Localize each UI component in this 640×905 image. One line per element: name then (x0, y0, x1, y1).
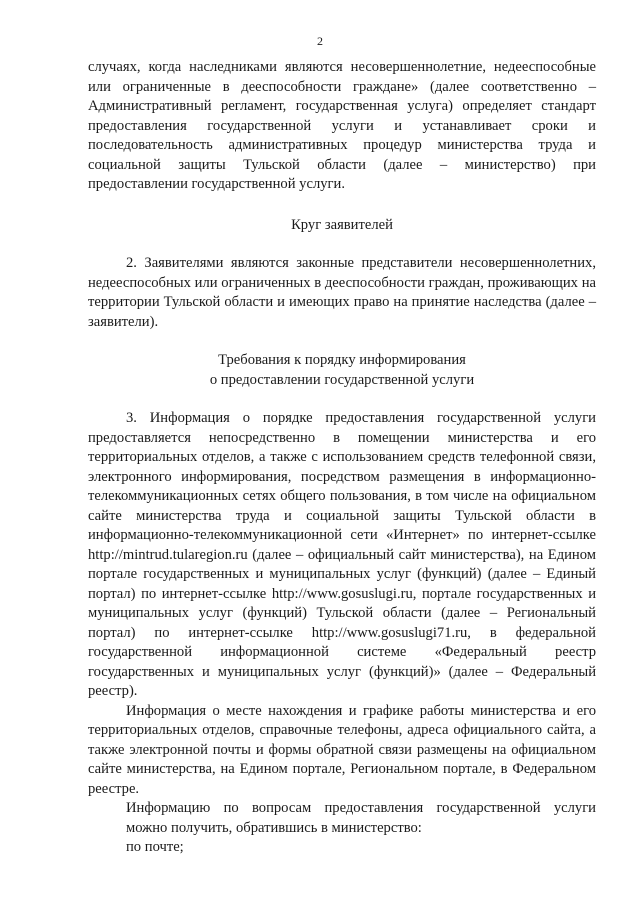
section-heading-informing (88, 351, 596, 390)
section-heading-informing-line-1: Требования к порядку информирования (218, 352, 466, 368)
page-number: 2 (317, 34, 323, 48)
section-heading-informing-line-2: о предоставлении государственной услуги (209, 371, 475, 388)
paragraph-regulation-scope: случаях, когда наследниками являются несовершеннолетние, недееспособные или ограниченные в дееспособности граждане» (далее соответственно – Административный регламент, государственная услуга) определяет стандарт предоставления государственной услуги и устанавливает сроки и последовательность административных процедур министерства труда и социальной защиты Тульской области (далее – министерство) при предоставлении государственной услуги. (88, 59, 596, 192)
paragraph-how-to-obtain-line-1: Информацию по вопросам предоставления государственной услуги (126, 800, 596, 816)
document-body (88, 58, 596, 858)
paragraph-information-channels: 3. Информация о порядке предоставления государственной услуги предоставляется непосредственно в помещении министерства и его территориальных отделов, а также с использованием средств телефонной связи, электронного информирования, посредством размещения в информационно-телекоммуникационных сетях общего пользования, в том числе на официальном сайте министерства труда и социальной защиты Тульской области в информационно-телекоммуникационной сети «Интернет» по интернет-ссылке http://mintrud.tularegion.ru (далее – официальный сайт министерства), на Едином портале государственных и муниципальных услуг (функций) (далее – Единый портал) по интернет-ссылке http://www.gosuslugi.ru, портале государственных и муниципальных услуг (функций) Тульской области (далее – Региональный портал) по интернет-ссылке http://www.gosuslugi71.ru, в федеральной государственной информационной системе «Федеральный реестр государственных и муниципальных услуг (функций)» (далее – Федеральный реестр). (88, 410, 596, 699)
section-heading-applicants: Круг заявителей (291, 216, 393, 233)
paragraph-location-schedule: Информация о месте нахождения и графике работы министерства и его территориальных отделов, справочные телефоны, адреса официального сайта, а также электронной почты и формы обратной связи размещены на официальном сайте министерства, на Едином портале, Региональном портале, в Федеральном реестре. (88, 702, 596, 797)
paragraph-applicants: 2. Заявителями являются законные представители несовершеннолетних, недееспособных или ограниченных в дееспособности граждан, проживающих на территории Тульской области и имеющих право на принятие наследства (далее – заявители). (88, 255, 596, 330)
paragraph-how-to-obtain (88, 799, 596, 838)
list-item-by-mail: по почте; (126, 839, 184, 855)
paragraph-how-to-obtain-line-2: можно получить, обратившись в министерство: (126, 819, 422, 836)
